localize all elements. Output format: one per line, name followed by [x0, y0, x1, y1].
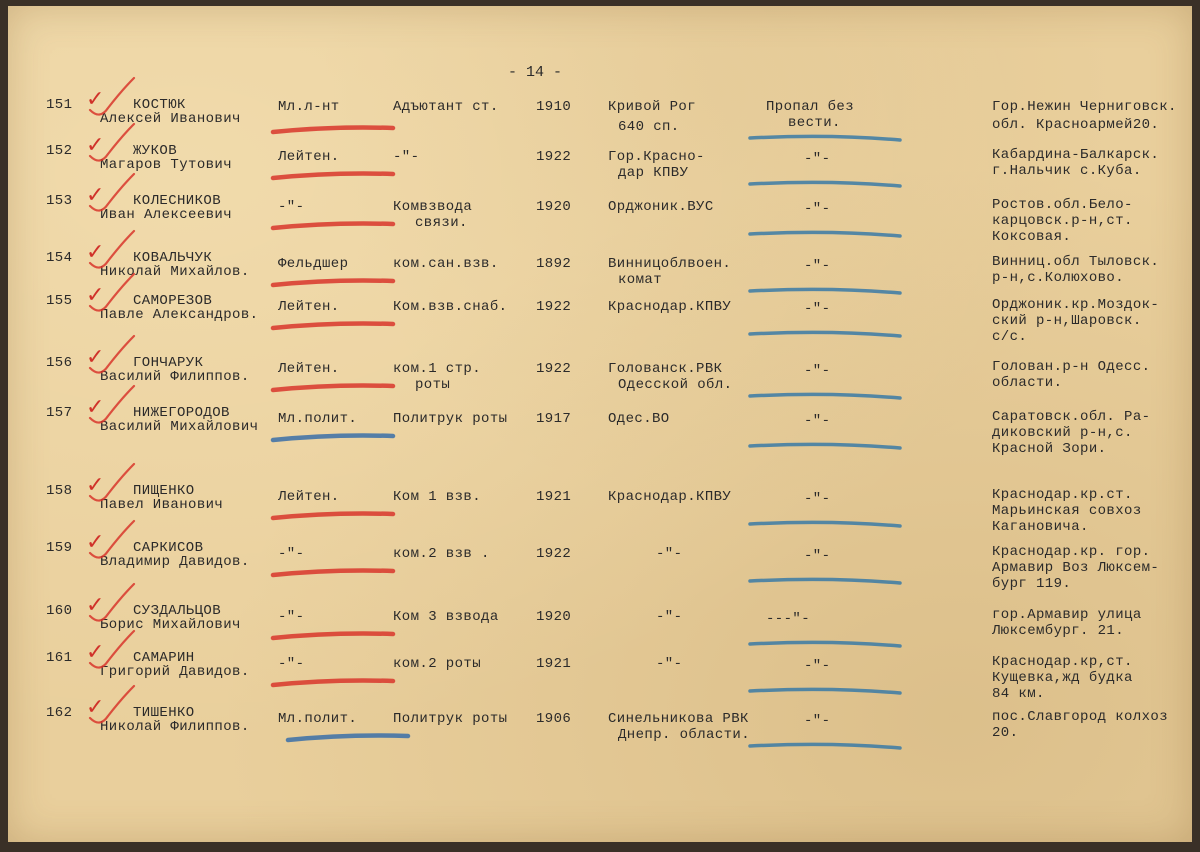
rank: -"-: [278, 546, 305, 562]
surname: ГОНЧАРУК: [133, 355, 204, 371]
check-mark: ✓: [86, 640, 105, 665]
record-number: 151: [46, 97, 73, 113]
given-names: Борис Михайлович: [100, 617, 241, 633]
rank-underline: [273, 128, 393, 133]
birth-year: 1922: [536, 546, 572, 562]
given-names: Павле Александров.: [100, 307, 259, 323]
record-number: 156: [46, 355, 73, 371]
fate: -"-: [804, 258, 831, 274]
home-address: Ростов.обл.Бело-: [992, 197, 1133, 213]
fate-underline: [750, 289, 900, 293]
position-cont: связи.: [415, 215, 468, 231]
position: ком.2 взв .: [393, 546, 490, 562]
record-number: 158: [46, 483, 73, 499]
home-address-line3: Коксовая.: [992, 229, 1072, 245]
home-address-line3: Красной Зори.: [992, 441, 1107, 457]
archival-document-sheet: [8, 6, 1192, 842]
birth-year: 1892: [536, 256, 572, 272]
conscription-office-cont: Днепр. области.: [618, 727, 751, 743]
rank: Мл.л-нт: [278, 99, 340, 115]
home-address: Краснодар.кр.ст.: [992, 487, 1133, 503]
position: ком.сан.взв.: [393, 256, 499, 272]
birth-year: 1910: [536, 99, 572, 115]
fate: ---"-: [766, 611, 811, 627]
birth-year: 1906: [536, 711, 572, 727]
surname: КОВАЛЬЧУК: [133, 250, 213, 266]
home-address-line3: бург 119.: [992, 576, 1072, 592]
surname: СУЗДАЛЬЦОВ: [133, 603, 222, 619]
home-address-line2: 20.: [992, 725, 1019, 741]
fate: -"-: [804, 548, 831, 564]
conscription-office-cont: 640 сп.: [618, 119, 680, 135]
check-mark: ✓: [86, 283, 105, 308]
home-address: Гор.Нежин Черниговск.: [992, 99, 1177, 115]
fate: -"-: [804, 413, 831, 429]
rank: Фельдшер: [278, 256, 349, 272]
home-address-line3: Кагановича.: [992, 519, 1089, 535]
fate: -"-: [804, 491, 831, 507]
home-address-line2: диковский р-н,с.: [992, 425, 1133, 441]
rank: -"-: [278, 199, 305, 215]
rank-underline: [273, 681, 393, 686]
rank-underline: [273, 174, 393, 179]
fate-underline: [750, 332, 900, 336]
home-address: Орджоник.кр.Моздок-: [992, 297, 1160, 313]
home-address-line2: Армавир Воз Люксем-: [992, 560, 1160, 576]
check-mark: ✓: [86, 473, 105, 498]
check-mark: ✓: [86, 530, 105, 555]
rank-underline: [273, 514, 393, 519]
birth-year: 1922: [536, 149, 572, 165]
position: Ком 3 взвода: [393, 609, 499, 625]
fate-underline: [750, 182, 900, 186]
surname: САРКИСОВ: [133, 540, 204, 556]
home-address: Кабардина-Балкарск.: [992, 147, 1160, 163]
fate: -"-: [804, 363, 831, 379]
given-names: Николай Михайлов.: [100, 264, 250, 280]
rank: Мл.полит.: [278, 411, 358, 427]
rank-underline: [273, 386, 393, 391]
home-address: Саратовск.обл. Ра-: [992, 409, 1151, 425]
conscription-office-cont: Одесской обл.: [618, 377, 733, 393]
rank: Лейтен.: [278, 489, 340, 505]
fate-underline: [750, 394, 900, 398]
conscription-office: Краснодар.КПВУ: [608, 299, 732, 315]
rank: Мл.полит.: [278, 711, 358, 727]
record-number: 160: [46, 603, 73, 619]
record-number: 153: [46, 193, 73, 209]
given-names: Василий Михайлович: [100, 419, 259, 435]
fate: Пропал без: [766, 99, 855, 115]
rank-underline: [273, 634, 393, 639]
fate: -"-: [804, 658, 831, 674]
rank: Лейтен.: [278, 299, 340, 315]
birth-year: 1920: [536, 609, 572, 625]
record-number: 155: [46, 293, 73, 309]
check-mark: ✓: [86, 183, 105, 208]
fate-underline: [750, 232, 900, 236]
position: ком.1 стр.: [393, 361, 482, 377]
conscription-office: Винницоблвоен.: [608, 256, 732, 272]
home-address-line2: Люксембург. 21.: [992, 623, 1125, 639]
surname: ПИЩЕНКО: [133, 483, 195, 499]
check-mark: ✓: [86, 395, 105, 420]
birth-year: 1922: [536, 361, 572, 377]
surname: КОЛЕСНИКОВ: [133, 193, 222, 209]
fate-underline: [750, 522, 900, 526]
home-address: гор.Армавир улица: [992, 607, 1142, 623]
surname: ТИШЕНКО: [133, 705, 195, 721]
position: Политрук роты: [393, 411, 508, 427]
conscription-office: Одес.ВО: [608, 411, 670, 427]
conscription-office: Краснодар.КПВУ: [608, 489, 732, 505]
position-cont: роты: [415, 377, 451, 393]
fate: -"-: [804, 201, 831, 217]
home-address-line2: р-н,с.Колюхово.: [992, 270, 1125, 286]
home-address-line2: Кущевка,жд будка: [992, 670, 1133, 686]
birth-year: 1921: [536, 656, 572, 672]
fate: -"-: [804, 713, 831, 729]
rank: Лейтен.: [278, 361, 340, 377]
surname: САМОРЕЗОВ: [133, 293, 213, 309]
birth-year: 1917: [536, 411, 572, 427]
fate: -"-: [804, 301, 831, 317]
given-names: Магаров Тутович: [100, 157, 233, 173]
check-mark: ✓: [86, 240, 105, 265]
given-names: Владимир Давидов.: [100, 554, 250, 570]
check-mark: ✓: [86, 345, 105, 370]
birth-year: 1921: [536, 489, 572, 505]
given-names: Павел Иванович: [100, 497, 224, 513]
position: ком.2 роты: [393, 656, 482, 672]
record-number: 159: [46, 540, 73, 556]
conscription-office-cont: комат: [618, 272, 663, 288]
conscription-office: Орджоник.ВУС: [608, 199, 714, 215]
birth-year: 1922: [536, 299, 572, 315]
fate-underline: [750, 642, 900, 646]
check-mark: ✓: [86, 695, 105, 720]
home-address-line3: с/с.: [992, 329, 1028, 345]
position: Политрук роты: [393, 711, 508, 727]
check-mark: ✓: [86, 87, 105, 112]
conscription-office: -"-: [656, 609, 683, 625]
fate-underline: [750, 136, 900, 140]
rank: -"-: [278, 656, 305, 672]
surname: ЖУКОВ: [133, 143, 178, 159]
record-number: 157: [46, 405, 73, 421]
rank-underline: [288, 736, 408, 741]
conscription-office: -"-: [656, 546, 683, 562]
fate-cont: вести.: [788, 115, 841, 131]
home-address-line2: карцовск.р-н,ст.: [992, 213, 1133, 229]
rank: Лейтен.: [278, 149, 340, 165]
conscription-office: Голованск.РВК: [608, 361, 723, 377]
position: Комвзвода: [393, 199, 473, 215]
given-names: Василий Филиппов.: [100, 369, 250, 385]
position: -"-: [393, 149, 420, 165]
home-address-line2: обл. Красноармей20.: [992, 117, 1160, 133]
home-address-line2: ский р-н,Шаровск.: [992, 313, 1142, 329]
rank-underline: [273, 224, 393, 229]
home-address-line2: г.Нальчик с.Куба.: [992, 163, 1142, 179]
home-address-line2: области.: [992, 375, 1063, 391]
fate: -"-: [804, 151, 831, 167]
record-number: 154: [46, 250, 73, 266]
surname: НИЖЕГОРОДОВ: [133, 405, 230, 421]
fate-underline: [750, 444, 900, 448]
home-address-line3: 84 км.: [992, 686, 1045, 702]
check-mark: ✓: [86, 593, 105, 618]
record-number: 162: [46, 705, 73, 721]
given-names: Иван Алексеевич: [100, 207, 233, 223]
rank-underline: [273, 436, 393, 441]
home-address-line2: Марьинская совхоз: [992, 503, 1142, 519]
conscription-office: Кривой Рог: [608, 99, 697, 115]
conscription-office: -"-: [656, 656, 683, 672]
surname: САМАРИН: [133, 650, 195, 666]
birth-year: 1920: [536, 199, 572, 215]
home-address: Голован.р-н Одесс.: [992, 359, 1151, 375]
conscription-office-cont: дар КПВУ: [618, 165, 689, 181]
home-address: Винниц.обл Тыловск.: [992, 254, 1160, 270]
position: Адъютант ст.: [393, 99, 499, 115]
page-number: - 14 -: [508, 64, 563, 81]
rank-underline: [273, 281, 393, 286]
home-address: пос.Славгород колхоз: [992, 709, 1169, 725]
given-names: Григорий Давидов.: [100, 664, 250, 680]
fate-underline: [750, 579, 900, 583]
home-address: Краснодар.кр,ст.: [992, 654, 1133, 670]
given-names: Николай Филиппов.: [100, 719, 250, 735]
check-mark: ✓: [86, 133, 105, 158]
surname: КОСТЮК: [133, 97, 186, 113]
rank-underline: [273, 324, 393, 329]
record-number: 161: [46, 650, 73, 666]
record-number: 152: [46, 143, 73, 159]
conscription-office: Гор.Красно-: [608, 149, 705, 165]
fate-underline: [750, 689, 900, 693]
position: Ком 1 взв.: [393, 489, 482, 505]
position: Ком.взв.снаб.: [393, 299, 508, 315]
rank-underline: [273, 571, 393, 576]
conscription-office: Синельникова РВК: [608, 711, 749, 727]
home-address: Краснодар.кр. гор.: [992, 544, 1151, 560]
fate-underline: [750, 744, 900, 748]
given-names: Алексей Иванович: [100, 111, 241, 127]
rank: -"-: [278, 609, 305, 625]
